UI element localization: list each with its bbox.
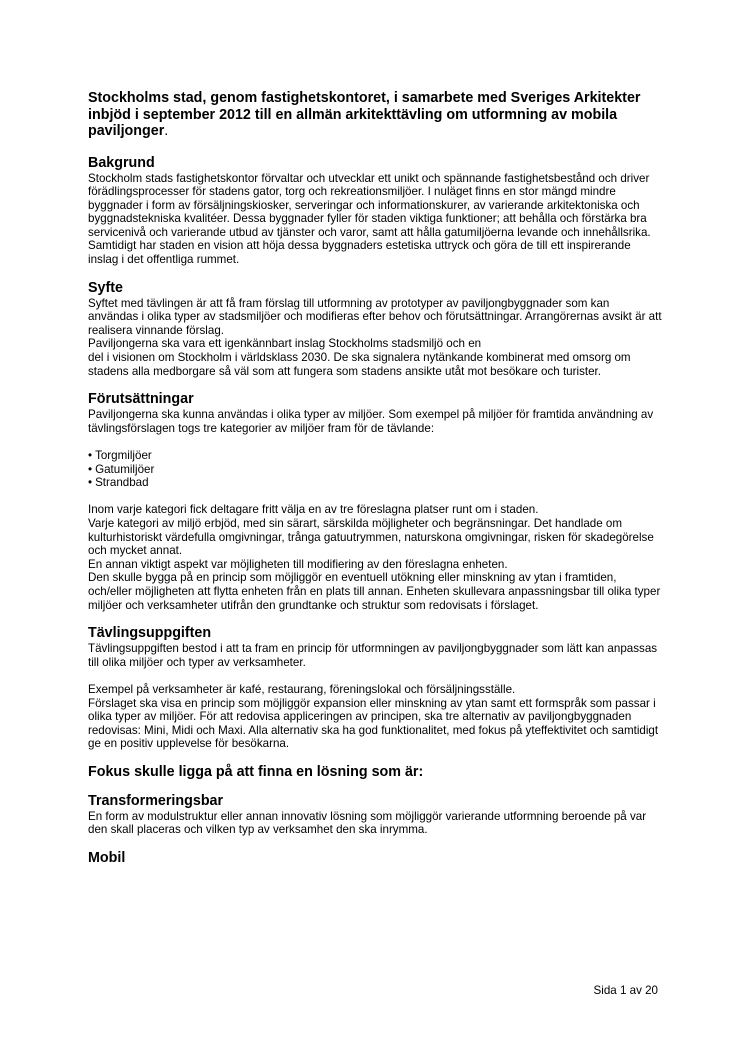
tavling-p2: Exempel på verksamheter är kafé, restaurang, föreningslokal och försäljningsställe. [88, 682, 516, 696]
section-tavlingsuppgiften [88, 625, 662, 751]
syfte-p2: Paviljongerna ska vara ett igenkännbart inslag Stockholms stadsmiljö och en [88, 337, 482, 351]
forutsattningar-p2: Inom varje kategori fick deltagare fritt välja en av tre föreslagna platser runt om i staden. [88, 503, 539, 517]
section-syfte [88, 280, 662, 379]
list-item: • Torgmiljöer [88, 449, 662, 463]
intro-text: Stockholms stad, genom fastighetskontoret, i samarbete med Sveriges Arkitekter inbjöd i september 2012 till en allmän arkitekttävling om utformning av mobila paviljonger [88, 90, 641, 139]
heading-forutsattningar: Förutsättningar [88, 391, 194, 408]
heading-tavlingsuppgiften: Tävlingsuppgiften [88, 625, 212, 642]
fokus-heading: Fokus skulle ligga på att finna en lösning som är: [88, 763, 424, 780]
bakgrund-body: Stockholm stads fastighetskontor förvaltar och utvecklar ett unikt och spännande fastighetsbestånd och driver förädlingsprocesser för stadens gator, torg och rekreationsmiljöer. I nuläget finns en stor mängd mindre byggnader i form av försäljningskiosker, serveringar och informationskurer, av varierande arkitektoniska och byggnadstekniska kvalitéer. Dessa byggnader fyller för staden viktiga funktioner; att behålla och förstärka bra servicenivå och varierande utbud av tjänster och varor, samt att hålla gatumiljöerna levande och innehållsrika. Samtidigt har staden en vision att höja dessa byggnaders estetiska uttryck och göra de till ett inspirerande inslag i det offentliga rummet. [88, 171, 651, 267]
section-bakgrund [88, 155, 662, 267]
forutsattningar-p3: Varje kategori av miljö erbjöd, med sin särart, särskilda möjligheter och begränsningar. Det handlade om kulturhistoriskt värdefulla omgivningar, trånga gatuutrymmen, naturskona omgivningar, risken för skadegörelse och mycket annat. [88, 516, 654, 558]
forutsattningar-p4: En annan viktigt aspekt var möjligheten till modifiering av den föreslagna enheten. [88, 557, 508, 571]
intro-end: . [164, 123, 169, 139]
list-item: • Gatumiljöer [88, 463, 662, 477]
syfte-p1: Syftet med tävlingen är att få fram förslag till utformning av prototyper av paviljongbyggnader som kan användas i olika typer av stadsmiljöer och modifieras efter behov och förutsättningar. Arrangörernas avsikt är att realisera vinnande förslag. [88, 296, 662, 337]
heading-syfte: Syfte [88, 279, 123, 296]
heading-bakgrund: Bakgrund [88, 154, 155, 171]
syfte-p3: del i visionen om Stockholm i världsklass 2030. De ska signalera nytänkande kombinerat med omsorg om stadens alla medborgare så väl som att fungera som stadens ansikte utåt mot besökare och turister. [88, 351, 631, 378]
document-page [88, 90, 662, 867]
forutsattningar-p5: Den skulle bygga på en princip som möjliggör en eventuell utökning eller minskning av ytan i framtiden, och/eller möjligheten att flytta enheten från en plats till annan. Enheten skullevara anpassningsbar till olika typer miljöer och verksamheter utifrån den grundtanke och struktur som redovisats i förslaget. [88, 571, 661, 612]
heading-mobil: Mobil [88, 850, 126, 867]
transform-body: En form av modulstruktur eller annan innovativ lösning som möjliggör varierande utformning beroende på var den skall placeras och vilken typ av verksamhet den ska inrymma. [88, 809, 647, 837]
page-number: Sida 1 av 20 [593, 984, 658, 997]
list-item: • Strandbad [88, 476, 662, 490]
miljo-list [88, 449, 662, 490]
heading-transformeringsbar: Transformeringsbar [88, 792, 224, 809]
section-forutsattningar [88, 391, 662, 612]
section-transformeringsbar [88, 793, 662, 837]
intro-paragraph [88, 90, 662, 140]
tavling-p1: Tävlingsuppgiften bestod i att ta fram en princip för utformningen av paviljongbyggnader som lätt kan anpassas till olika miljöer och typer av verksamheter. [88, 642, 658, 669]
forutsattningar-p1: Paviljongerna ska kunna användas i olika typer av miljöer. Som exempel på miljöer för framtida användning av tävlingsförslagen togs tre kategorier av miljöer fram för de tävlande: [88, 408, 654, 435]
tavling-p3: Förslaget ska visa en princip som möjliggör expansion eller minskning av ytan samt ett formspråk som passar i olika typer av miljöer. För att redovisa appliceringen av principen, ska tre alternativ av paviljongbyggnaden redovisas: Mini, Midi och Maxi. Alla alternativ ska ha god funktionalitet, med fokus på yteffektivitet och samtidigt ge en positiv upplevelse för besökarna. [88, 696, 659, 751]
